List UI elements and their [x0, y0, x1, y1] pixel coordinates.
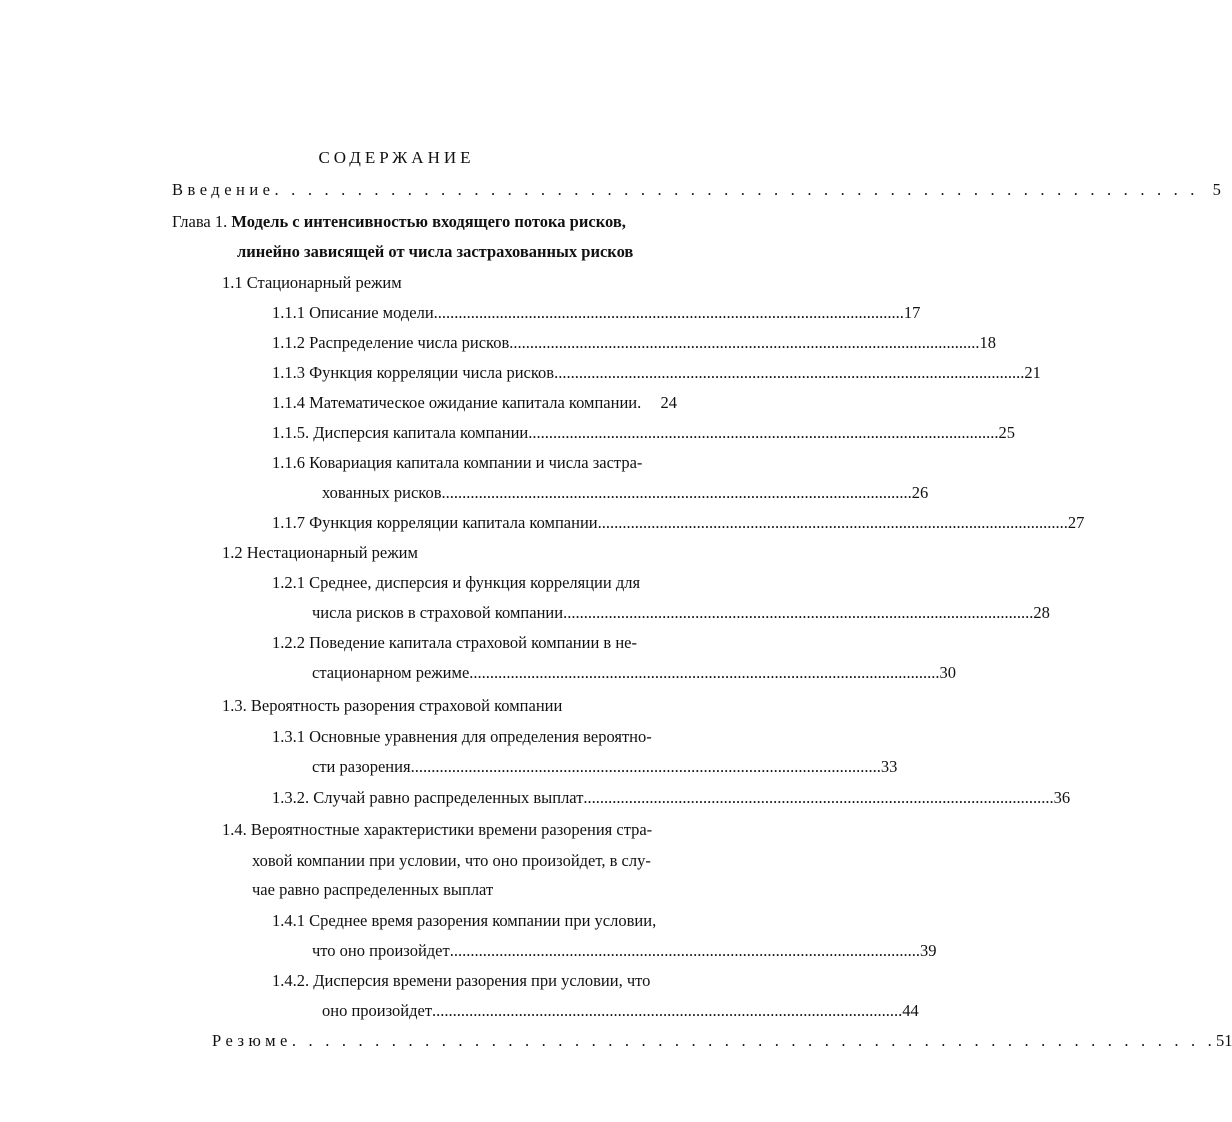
dot-leader: .................................................................................................................. — [449, 941, 920, 960]
page-number: 33 — [880, 757, 898, 776]
toc-entry-1-1-7[interactable] — [272, 511, 1085, 535]
dot-leader: .................................................................................................................. — [563, 603, 1034, 622]
toc-entry-1-1-1[interactable] — [272, 301, 921, 325]
toc-section-1-3[interactable]: 1.3. Вероятность разорения страховой компании — [222, 696, 563, 715]
page-number: 17 — [903, 303, 921, 322]
page-number: 25 — [998, 423, 1015, 442]
page-number: 28 — [1033, 603, 1050, 622]
toc-label: Введение — [172, 180, 275, 199]
page-number: 5 — [1212, 180, 1221, 199]
toc-section-1-4-line2: ховой компании при условии, что оно произойдет, в слу- — [252, 851, 651, 870]
toc-entry-1-1-4[interactable] — [272, 391, 677, 415]
page-number: 30 — [939, 663, 957, 682]
toc-entry-summary[interactable] — [212, 1029, 1232, 1053]
dot-leader: .................................................................................................................. — [597, 513, 1068, 532]
dot-leader: . . . . . . . . . . . . . . . . . . . . . . . . . . . . . . . . . . . . . . . . . . . . . . . . . . . . . . . . — [291, 1031, 1216, 1050]
toc-entry-1-1-2[interactable] — [272, 331, 997, 355]
dot-leader: .................................................................................................................. — [432, 1001, 903, 1020]
page-number: 27 — [1067, 513, 1085, 532]
dot-leader: .................................................................................................................. — [433, 303, 904, 322]
chapter-title-line2: линейно зависящей от числа застрахованных рисков — [237, 242, 634, 261]
page-number: 26 — [911, 483, 929, 502]
toc-entry-1-1-5[interactable] — [272, 421, 1015, 445]
chapter-title-line1: Модель с интенсивностью входящего потока рисков, — [231, 212, 626, 231]
dot-leader: . . . . . . . . . . . . . . . . . . . . . . . . . . . . . . . . . . . . . . . . . . . . . . . . . . . . . . . . — [274, 180, 1199, 199]
toc-entry-1-1-6-line1[interactable]: 1.1.6 Ковариация капитала компании и числа застра- — [272, 453, 643, 472]
toc-label: 1.1.7 Функция корреляции капитала компании — [272, 513, 598, 532]
toc-chapter-1[interactable] — [172, 210, 626, 234]
toc-label: 1.1.4 Математическое ожидание капитала компании. — [272, 393, 642, 412]
dot-leader: .................................................................................................................. — [528, 423, 999, 442]
page-number: 39 — [919, 941, 937, 960]
toc-entry-introduction[interactable] — [172, 178, 1221, 202]
toc-entry-1-4-1-line1[interactable]: 1.4.1 Среднее время разорения компании при условии, — [272, 911, 657, 930]
dot-leader: .................................................................................................................. — [469, 663, 940, 682]
toc-entry-1-2-1-line1[interactable]: 1.2.1 Среднее, дисперсия и функция корреляции для — [272, 573, 641, 592]
toc-entry-1-4-1[interactable] — [312, 939, 937, 963]
page-number: 51 — [1215, 1031, 1232, 1050]
dot-leader: .................................................................................................................. — [509, 333, 980, 352]
toc-entry-1-2-2-line1[interactable]: 1.2.2 Поведение капитала страховой компании в не- — [272, 633, 637, 652]
dot-leader: .................................................................................................................. — [554, 363, 1025, 382]
toc-label-line2: стационарном режиме — [312, 663, 470, 682]
toc-section-1-2[interactable]: 1.2 Нестационарный режим — [222, 543, 418, 562]
dot-leader: .................................................................................................................. — [410, 757, 881, 776]
toc-label: 1.3.2. Случай равно распределенных выплат — [272, 788, 584, 807]
page-number: 18 — [979, 333, 997, 352]
toc-label: 1.1.1 Описание модели — [272, 303, 434, 322]
page-number: 21 — [1024, 363, 1041, 382]
toc-entry-1-1-3[interactable] — [272, 361, 1041, 385]
chapter-prefix: Глава 1. — [172, 212, 228, 231]
toc-entry-1-2-1[interactable] — [312, 601, 1050, 625]
toc-section-1-1[interactable]: 1.1 Стационарный режим — [222, 273, 402, 292]
toc-section-1-4-line3: чае равно распределенных выплат — [252, 880, 494, 899]
dot-leader: .................................................................................................................. — [441, 483, 912, 502]
toc-label: 1.1.5. Дисперсия капитала компании — [272, 423, 529, 442]
toc-label-line2: числа рисков в страховой компании — [312, 603, 564, 622]
toc-section-1-4-line1[interactable]: 1.4. Вероятностные характеристики времени разорения стра- — [222, 820, 653, 839]
page-number: 24 — [660, 393, 677, 412]
page-number: 36 — [1053, 788, 1071, 807]
page-number: 44 — [902, 1001, 919, 1020]
toc-entry-1-3-1[interactable] — [312, 755, 898, 779]
toc-entry-1-3-1-line1[interactable]: 1.3.1 Основные уравнения для определения вероятно- — [272, 727, 652, 746]
page-title: СОДЕРЖАНИЕ — [318, 148, 475, 167]
toc-label: Резюме — [212, 1031, 292, 1050]
toc-entry-1-4-2-line1[interactable]: 1.4.2. Дисперсия времени разорения при условии, что — [272, 971, 651, 990]
toc-entry-1-3-2[interactable] — [272, 786, 1071, 810]
toc-label: 1.1.2 Распределение числа рисков — [272, 333, 510, 352]
toc-label-line2: хованных рисков — [322, 483, 442, 502]
toc-label-line2: сти разорения — [312, 757, 411, 776]
toc-label: 1.1.3 Функция корреляции числа рисков — [272, 363, 555, 382]
toc-label-line2: что оно произойдет — [312, 941, 450, 960]
dot-leader: .................................................................................................................. — [583, 788, 1054, 807]
toc-entry-1-4-2[interactable] — [322, 999, 919, 1023]
toc-entry-1-1-6[interactable] — [322, 481, 929, 505]
toc-label-line2: оно произойдет — [322, 1001, 433, 1020]
toc-entry-1-2-2[interactable] — [312, 661, 957, 685]
